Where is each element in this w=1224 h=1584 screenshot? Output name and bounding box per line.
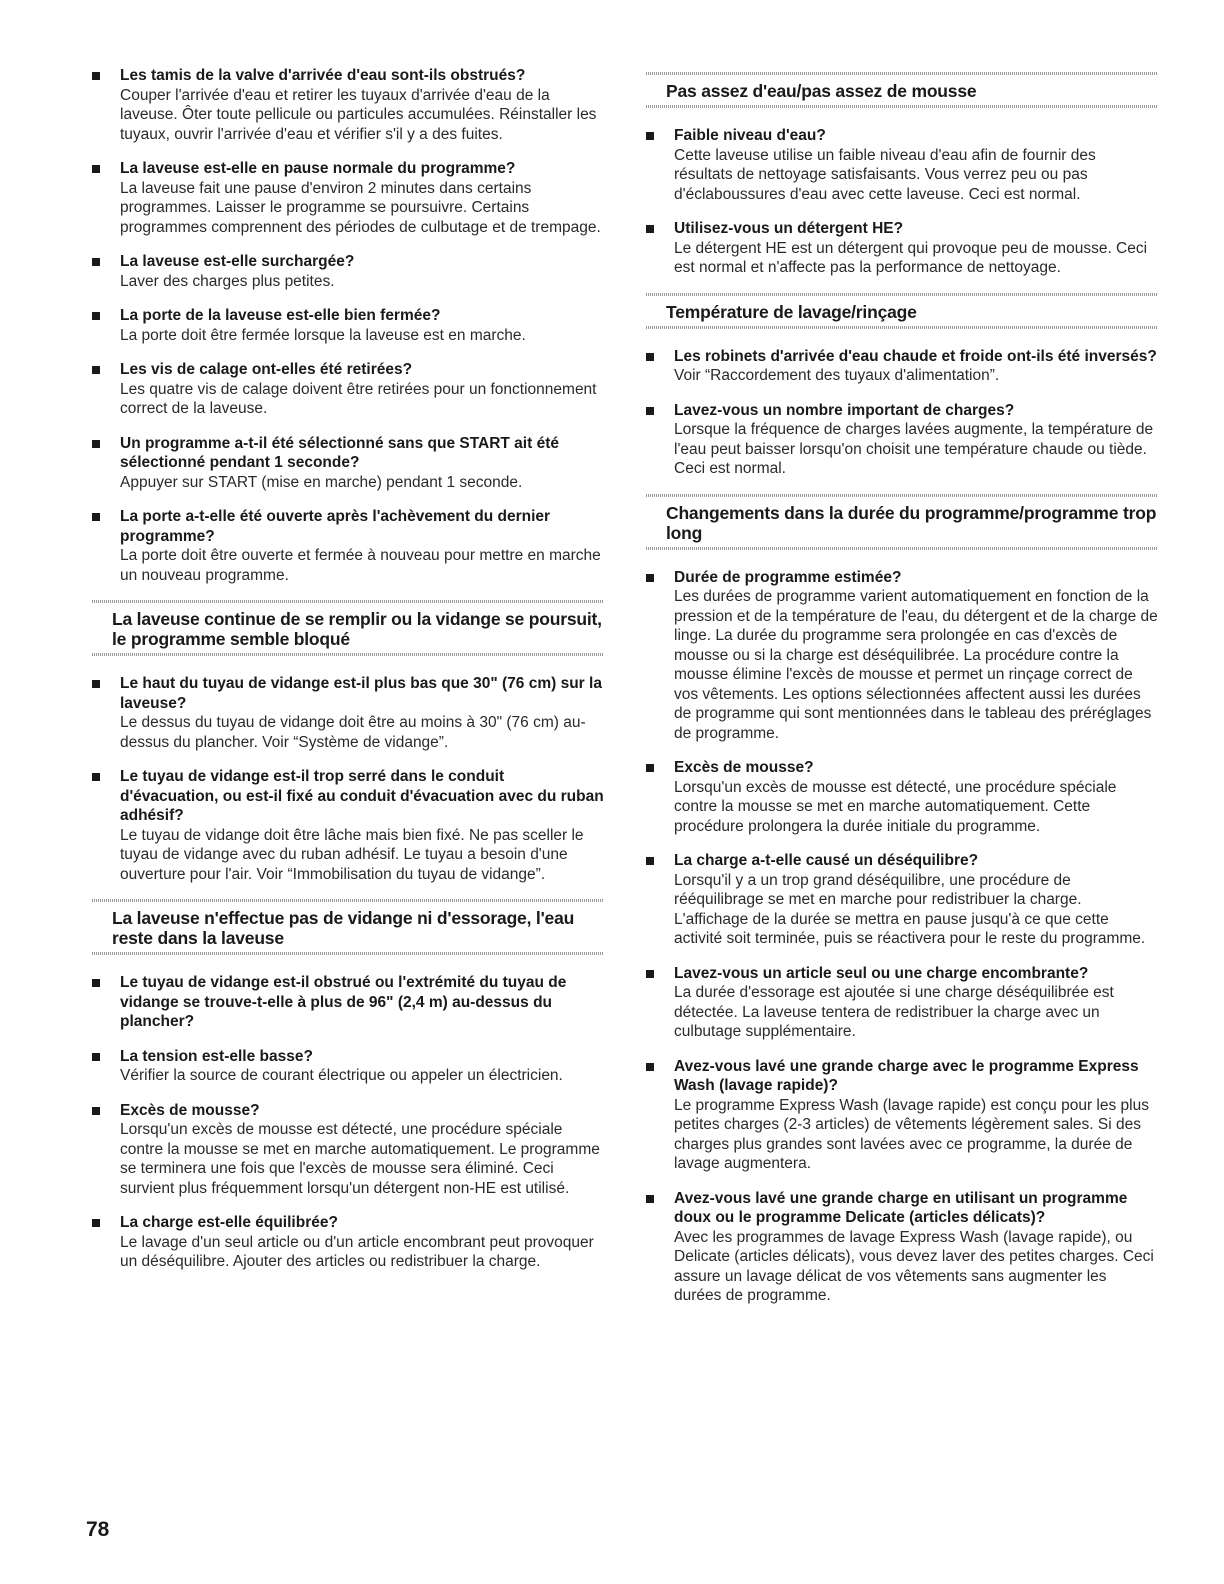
troubleshooting-group (646, 126, 1158, 278)
question-text: Durée de programme estimée? (674, 568, 902, 586)
question-text: Les robinets d'arrivée d'eau chaude et froide ont-ils été inversés? (674, 347, 1157, 365)
question-text: Le tuyau de vidange est-il obstrué ou l'extrémité du tuyau de vidange se trouve-t-elle à plus de 96" (2,4 m) au-dessus du plancher? (120, 974, 567, 1030)
list-item (92, 252, 604, 291)
dotted-rule (92, 653, 604, 656)
square-bullet-icon (92, 680, 100, 688)
troubleshooting-group (646, 347, 1158, 479)
answer-text: Avec les programmes de lavage Express Wash (lavage rapide), ou Delicate (articles délicats), vous devez laver des petites charges. Ceci assure un lavage délicat de vos vêtements sans augmenter les durées de programme. (674, 1228, 1154, 1304)
answer-text: Les durées de programme varient automatiquement en fonction de la pression et de la température de l'eau, du détergent et de la charge de linge. La durée du programme sera prolongée en cas d'excès de mousse ou si la charge est déséquilibrée. La procédure contre la mousse élimine l'excès de mousse et permet un rinçage correct de vos vêtements. Les options sélectionnées affectent aussi les durées de programme qui sont mentionnées dans le tableau des préréglages de programme. (674, 588, 1158, 742)
question-text: Le haut du tuyau de vidange est-il plus bas que 30" (76 cm) sur la laveuse? (120, 675, 602, 712)
question-text: Lavez-vous un nombre important de charges? (674, 401, 1015, 419)
question-text: Faible niveau d'eau? (674, 127, 826, 144)
section-heading: La laveuse n'effectue pas de vidange ni d'essorage, l'eau reste dans la laveuse (92, 899, 604, 955)
section-heading: La laveuse continue de se remplir ou la vidange se poursuit, le programme semble bloqué (92, 600, 604, 656)
square-bullet-icon (646, 407, 654, 415)
question-text: Un programme a-t-il été sélectionné sans que START ait été sélectionné pendant 1 seconde? (120, 434, 559, 471)
answer-text: La porte doit être ouverte et fermée à nouveau pour mettre en marche un nouveau programme. (120, 547, 601, 584)
question-text: Les vis de calage ont-elles été retirées? (120, 361, 413, 378)
square-bullet-icon (646, 1063, 654, 1071)
answer-text: Lorsqu'il y a un trop grand déséquilibre, une procédure de rééquilibrage se met en marche pour redistribuer la charge. L'affichage de la durée se mettra en pause jusqu'à ce que cette activité soit terminée, puis se réactivera pour le reste du programme. (674, 871, 1146, 947)
dotted-rule (646, 494, 1158, 497)
question-text: Avez-vous lavé une grande charge en utilisant un programme doux ou le programme Delicate (articles délicats)? (674, 1189, 1128, 1226)
answer-text: La durée d'essorage est ajoutée si une charge déséquilibrée est détectée. La laveuse tentera de redistribuer la charge avec un culbutage supplémentaire. (674, 984, 1114, 1040)
question-text: La charge a-t-elle causé un déséquilibre? (674, 852, 979, 869)
question-text: Avez-vous lavé une grande charge avec le programme Express Wash (lavage rapide)? (674, 1057, 1139, 1094)
answer-text: Laver des charges plus petites. (120, 272, 335, 290)
square-bullet-icon (92, 513, 100, 521)
question-text: La tension est-elle basse? (120, 1047, 313, 1065)
left-column (92, 66, 604, 1287)
dotted-rule (646, 105, 1158, 108)
answer-text: Le lavage d'un seul article ou d'un article encombrant peut provoquer un déséquilibre. Ajouter des articles ou redistribuer la charge. (120, 1233, 594, 1270)
list-item (92, 767, 604, 884)
square-bullet-icon (646, 225, 654, 233)
square-bullet-icon (92, 979, 100, 987)
square-bullet-icon (646, 764, 654, 772)
answer-text: Vérifier la source de courant électrique ou appeler un électricien. (120, 1067, 563, 1084)
square-bullet-icon (92, 773, 100, 781)
square-bullet-icon (92, 72, 100, 80)
question-text: Excès de mousse? (674, 759, 814, 776)
list-item (92, 159, 604, 237)
dotted-rule (646, 72, 1158, 75)
dotted-rule (646, 293, 1158, 296)
list-item (646, 1189, 1158, 1306)
troubleshooting-group (92, 674, 604, 884)
question-text: Excès de mousse? (120, 1101, 260, 1119)
list-item (92, 973, 604, 1032)
list-item (92, 1101, 604, 1199)
question-text: La laveuse est-elle surchargée? (120, 253, 355, 270)
list-item (92, 306, 604, 345)
list-item (92, 674, 604, 752)
square-bullet-icon (92, 1053, 100, 1061)
section-heading: Pas assez d'eau/pas assez de mousse (646, 72, 1158, 108)
list-item (92, 66, 604, 144)
question-text: La charge est-elle équilibrée? (120, 1214, 338, 1231)
answer-text: La porte doit être fermée lorsque la laveuse est en marche. (120, 326, 526, 344)
square-bullet-icon (92, 1107, 100, 1115)
answer-text: Appuyer sur START (mise en marche) pendant 1 seconde. (120, 473, 523, 491)
dotted-rule (92, 952, 604, 955)
dotted-rule (92, 899, 604, 902)
square-bullet-icon (92, 1219, 100, 1227)
troubleshooting-group (92, 973, 604, 1272)
answer-text: Le programme Express Wash (lavage rapide) est conçu pour les plus petites charges (2-3 articles) de vêtements légèrement sales. Si des charges plus grandes sont lavées avec ce programme, la durée de lavage augmentera. (674, 1096, 1149, 1172)
question-text: Lavez-vous un article seul ou une charge encombrante? (674, 964, 1089, 982)
dotted-rule (92, 600, 604, 603)
list-item (92, 1047, 604, 1086)
section-heading: Changements dans la durée du programme/programme trop long (646, 494, 1158, 550)
square-bullet-icon (92, 165, 100, 173)
dotted-rule (646, 547, 1158, 550)
list-item (646, 964, 1158, 1042)
list-item (646, 347, 1158, 386)
answer-text: Cette laveuse utilise un faible niveau d'eau afin de fournir des résultats de nettoyage satisfaisants. Vous verrez peu ou pas d'éclaboussures d'eau avec cette laveuse. Ceci est normal. (674, 146, 1096, 203)
square-bullet-icon (92, 440, 100, 448)
page-number: 78 (86, 1518, 110, 1541)
question-text: La porte a-t-elle été ouverte après l'achèvement du dernier programme? (120, 508, 551, 545)
square-bullet-icon (646, 970, 654, 978)
answer-text: Le détergent HE est un détergent qui provoque peu de mousse. Ceci est normal et n'affecte pas la performance de nettoyage. (674, 239, 1148, 276)
square-bullet-icon (646, 857, 654, 865)
question-text: La porte de la laveuse est-elle bien fermée? (120, 307, 441, 324)
list-item (646, 851, 1158, 949)
list-item (92, 507, 604, 585)
answer-text: Voir “Raccordement des tuyaux d'alimentation”. (674, 367, 1000, 384)
troubleshooting-group (92, 66, 604, 585)
question-text: Le tuyau de vidange est-il trop serré dans le conduit d'évacuation, ou est-il fixé au conduit d'évacuation avec du ruban adhésif? (120, 768, 604, 824)
right-column (646, 66, 1158, 1321)
list-item (646, 126, 1158, 204)
answer-text: Le dessus du tuyau de vidange doit être au moins à 30" (76 cm) au-dessus du plancher. Voir “Système de vidange”. (120, 714, 586, 751)
list-item (646, 401, 1158, 479)
answer-text: La laveuse fait une pause d'environ 2 minutes dans certains programmes. Laisser le programme se poursuivre. Certains programmes comprennent des périodes de culbutage et de trempage. (120, 179, 601, 236)
answer-text: Lorsqu'un excès de mousse est détecté, une procédure spéciale contre la mousse se met en marche automatiquement. Le programme se terminera une fois que l'excès de mousse sera éliminé. Ceci survient plus fréquemment lorsqu'un détergent non-HE est utilisé. (120, 1121, 600, 1197)
answer-text: Couper l'arrivée d'eau et retirer les tuyaux d'arrivée d'eau de la laveuse. Ôter toute pellicule ou particules accumulées. Réinstaller les tuyaux, ouvrir l'arrivée d'eau et vérifier s'il y a des fuites. (120, 86, 597, 143)
section-heading: Température de lavage/rinçage (646, 293, 1158, 329)
square-bullet-icon (646, 132, 654, 140)
square-bullet-icon (92, 258, 100, 266)
dotted-rule (646, 326, 1158, 329)
answer-text: Le tuyau de vidange doit être lâche mais bien fixé. Ne pas sceller le tuyau de vidange avec du ruban adhésif. Le tuyau a besoin d'une ouverture pour l'air. Voir “Immobilisation du tuyau de vidange”. (120, 826, 584, 883)
troubleshooting-group (646, 568, 1158, 1306)
answer-text: Les quatre vis de calage doivent être retirées pour un fonctionnement correct de la laveuse. (120, 380, 597, 417)
square-bullet-icon (646, 574, 654, 582)
square-bullet-icon (92, 366, 100, 374)
list-item (92, 1213, 604, 1272)
question-text: La laveuse est-elle en pause normale du programme? (120, 160, 516, 177)
answer-text: Lorsque la fréquence de charges lavées augmente, la température de l'eau peut baisser lorsqu'on choisit une température chaude ou tiède. Ceci est normal. (674, 421, 1154, 477)
square-bullet-icon (646, 353, 654, 361)
list-item (92, 360, 604, 419)
list-item (646, 568, 1158, 744)
list-item (646, 219, 1158, 278)
list-item (646, 1057, 1158, 1174)
answer-text: Lorsqu'un excès de mousse est détecté, une procédure spéciale contre la mousse se met en marche automatiquement. Cette procédure prolongera la durée initiale du programme. (674, 778, 1117, 835)
square-bullet-icon (92, 312, 100, 320)
question-text: Les tamis de la valve d'arrivée d'eau sont-ils obstrués? (120, 67, 526, 84)
square-bullet-icon (646, 1195, 654, 1203)
list-item (646, 758, 1158, 836)
list-item (92, 434, 604, 493)
question-text: Utilisez-vous un détergent HE? (674, 220, 904, 237)
